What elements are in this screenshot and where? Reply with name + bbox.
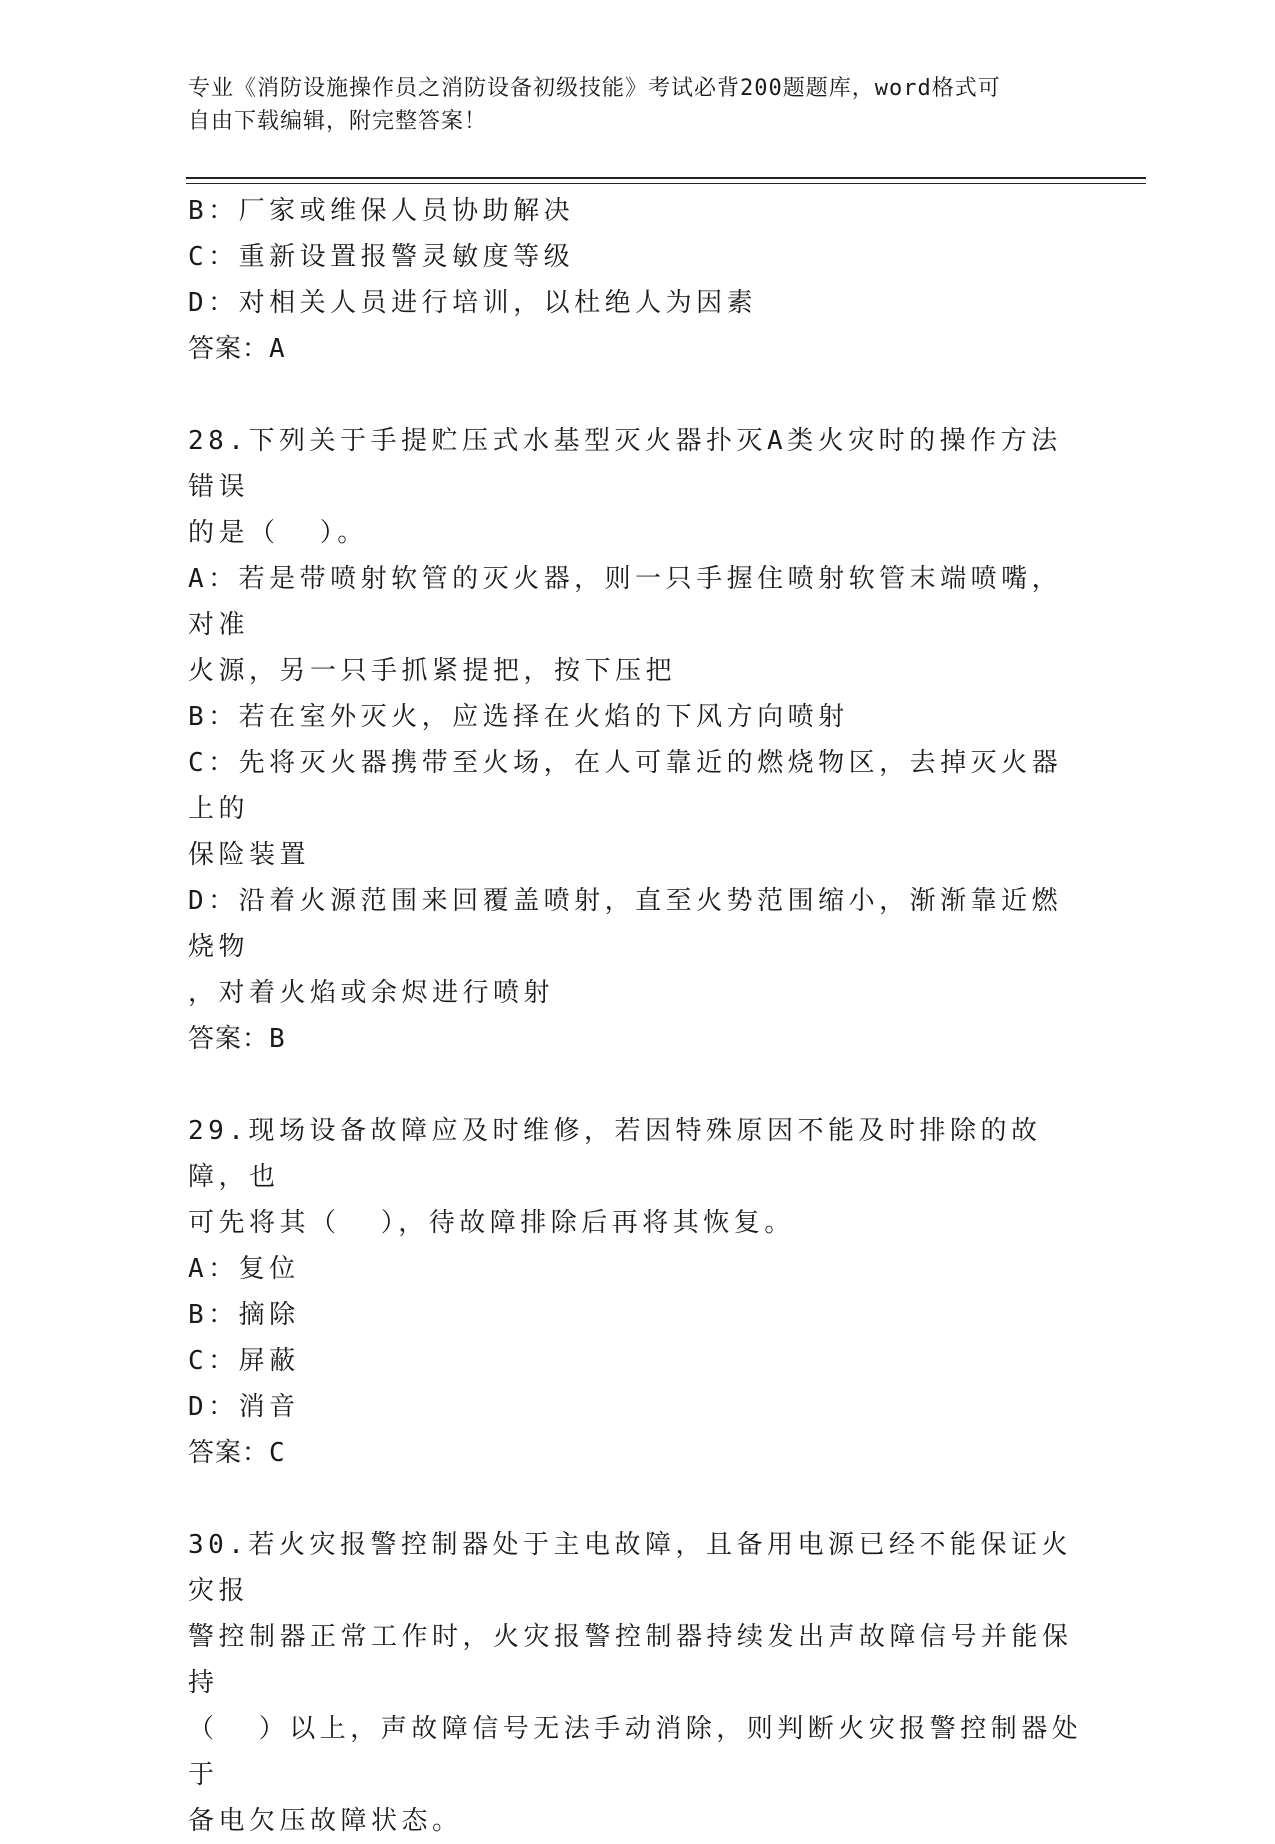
header-line-2: 自由下载编辑，附完整答案！ bbox=[188, 109, 488, 134]
header-divider-thick bbox=[186, 177, 1146, 179]
document-body bbox=[188, 188, 1088, 1844]
option-b: B：摘除 bbox=[188, 1300, 300, 1330]
question-29 bbox=[188, 1108, 1088, 1476]
question-stem-line: 备电欠压故障状态。 bbox=[188, 1806, 463, 1836]
option-c: C：屏蔽 bbox=[188, 1346, 300, 1376]
question-30 bbox=[188, 1522, 1088, 1844]
option-d: D：对相关人员进行培训，以杜绝人为因素 bbox=[188, 288, 758, 318]
option-d: D：消音 bbox=[188, 1392, 300, 1422]
question-stem-line: 28.下列关于手提贮压式水基型灭火器扑灭A类火灾时的操作方法错误 bbox=[188, 426, 1062, 502]
question-27-continued bbox=[188, 188, 1088, 372]
question-stem-line: 30.若火灾报警控制器处于主电故障，且备用电源已经不能保证火灾报 bbox=[188, 1530, 1072, 1606]
option-c: C：重新设置报警灵敏度等级 bbox=[188, 242, 575, 272]
document-header bbox=[188, 72, 1088, 138]
option-d-continued: ，对着火焰或余烬进行喷射 bbox=[188, 978, 555, 1008]
header-divider-thin bbox=[186, 183, 1146, 184]
answer-line: 答案：C bbox=[188, 1438, 286, 1468]
option-b: B：若在室外灭火，应选择在火焰的下风方向喷射 bbox=[188, 702, 849, 732]
option-a-continued: 火源，另一只手抓紧提把，按下压把 bbox=[188, 656, 677, 686]
question-28 bbox=[188, 418, 1088, 1062]
answer-line: 答案：A bbox=[188, 334, 286, 364]
option-c-continued: 保险装置 bbox=[188, 840, 311, 870]
spacer bbox=[188, 372, 1088, 418]
answer-line: 答案：B bbox=[188, 1024, 286, 1054]
spacer bbox=[188, 1062, 1088, 1108]
header-line-1: 专业《消防设施操作员之消防设备初级技能》考试必背200题题库，word格式可 bbox=[188, 76, 1001, 101]
question-stem-line: 可先将其（ ），待故障排除后再将其恢复。 bbox=[188, 1208, 795, 1238]
spacer bbox=[188, 1476, 1088, 1522]
option-d: D：沿着火源范围来回覆盖喷射，直至火势范围缩小，渐渐靠近燃烧物 bbox=[188, 886, 1063, 962]
option-a: A：若是带喷射软管的灭火器，则一只手握住喷射软管末端喷嘴，对准 bbox=[188, 564, 1063, 640]
question-stem-line: （ ）以上，声故障信号无法手动消除，则判断火灾报警控制器处于 bbox=[188, 1714, 1083, 1790]
option-c: C：先将灭火器携带至火场，在人可靠近的燃烧物区，去掉灭火器上的 bbox=[188, 748, 1063, 824]
question-stem-line: 的是（ ）。 bbox=[188, 518, 368, 548]
option-a: A：复位 bbox=[188, 1254, 300, 1284]
option-b: B：厂家或维保人员协助解决 bbox=[188, 196, 575, 226]
question-stem-line: 警控制器正常工作时，火灾报警控制器持续发出声故障信号并能保持 bbox=[188, 1622, 1073, 1698]
question-stem-line: 29.现场设备故障应及时维修，若因特殊原因不能及时排除的故障，也 bbox=[188, 1116, 1042, 1192]
